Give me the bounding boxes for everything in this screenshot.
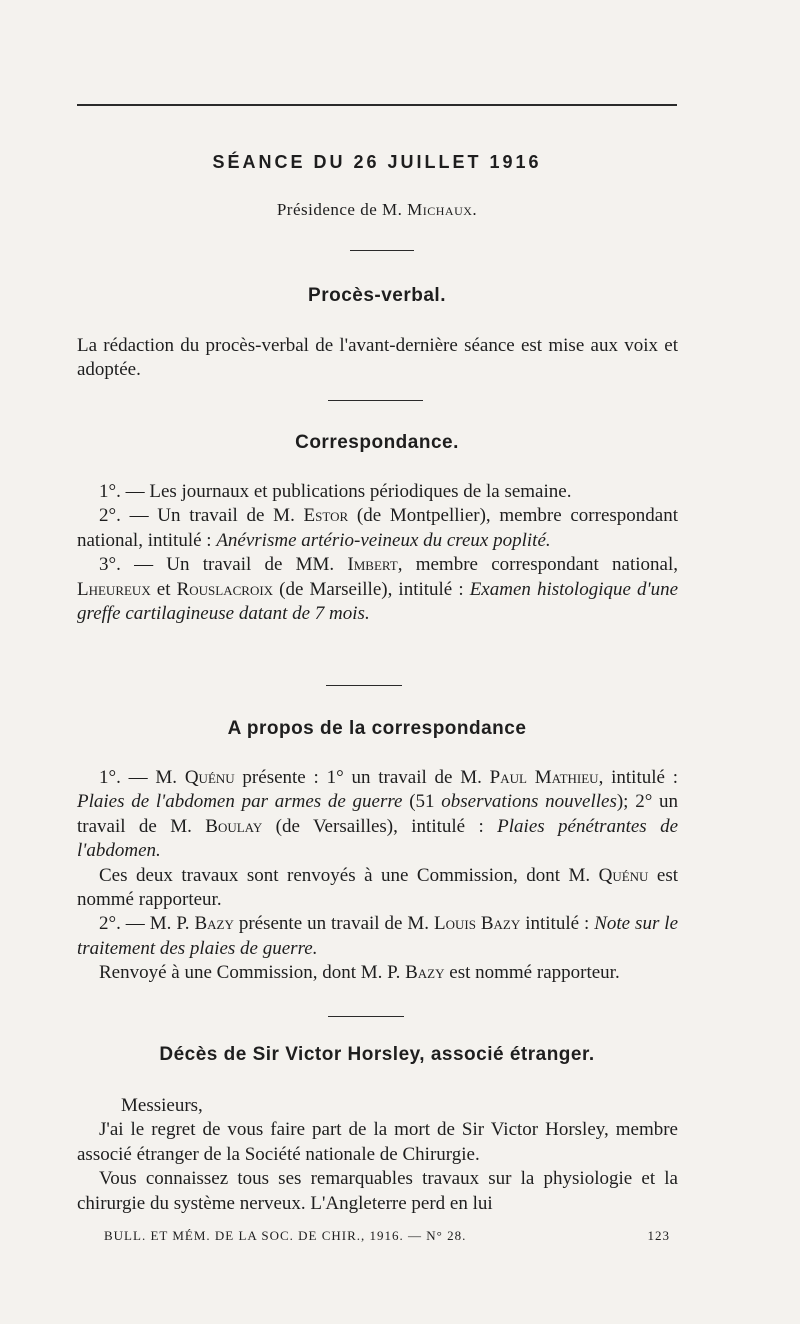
author-name: Paul Mathieu [489, 767, 599, 788]
presidency-line [77, 200, 677, 220]
work-title: Plaies de l'abdomen par armes de guerre [77, 791, 403, 813]
deces-section [77, 1094, 678, 1216]
footer-citation: BULL. ET MÉM. DE LA SOC. DE CHIR., 1916. — N° 28. [104, 1228, 467, 1243]
a-propos-referral-1: Ces deux travaux sont renvoyés à une Commission, dont M. Quénu est nommé rapporteur. [77, 864, 679, 911]
author-name: Lheureux [77, 578, 151, 600]
correspondance-item-1: 1°. — Les journaux et publications périodiques de la semaine. [99, 481, 572, 502]
author-name: Imbert [347, 554, 398, 576]
a-propos-section [77, 766, 678, 986]
author-name: Quénu [184, 767, 235, 788]
a-propos-referral-2: Renvoyé à une Commission, dont M. P. Bazy est nommé rapporteur. [99, 962, 620, 984]
page-number: 123 [647, 1228, 670, 1243]
presidency-prefix: Présidence de M. [276, 200, 408, 219]
work-title: Examen histologique d'une greffe cartilagineuse datant de 7 mois. [77, 578, 679, 625]
author-name: Louis Bazy [433, 913, 521, 935]
a-propos-item-1: 1°. — M. Quénu présente : 1° un travail de M. Paul Mathieu, intitulé : Plaies de l'abdomen par armes de guerre (51 observations nouvelles); 2° un travail de M. Boulay (de Versailles), intitulé : Plaies pénétrantes de l'abdomen. [77, 767, 679, 862]
a-propos-heading: A propos de la correspondance [227, 718, 527, 739]
author-name: Boulay [205, 815, 263, 837]
proces-verbal-heading: Procès-verbal. [308, 285, 446, 306]
session-title: SÉANCE DU 26 JUILLET 1916 [212, 152, 542, 172]
a-propos-item-2: 2°. — M. P. Bazy présente un travail de M. Louis Bazy intitulé : Note sur le traitement des plaies de guerre. [77, 913, 678, 959]
author-name: Estor [303, 505, 349, 527]
president-name: Michaux. [407, 200, 478, 219]
separator [328, 400, 423, 401]
correspondance-item-2: 2°. — Un travail de M. Estor (de Montpellier), membre correspondant national, intitulé : Anévrisme artério-veineux du creux poplité. [77, 505, 678, 551]
correspondance-section [77, 480, 678, 626]
separator [350, 250, 414, 251]
deces-heading: Décès de Sir Victor Horsley, associé étranger. [159, 1044, 595, 1065]
work-title: Plaies pénétrantes de l'abdomen. [77, 815, 678, 862]
correspondance-heading: Correspondance. [295, 432, 459, 453]
page-footer [104, 1228, 684, 1244]
separator [328, 1016, 404, 1017]
author-name: Rouslacroix [176, 578, 274, 600]
deces-paragraph-1: J'ai le regret de vous faire part de la mort de Sir Victor Horsley, membre associé étranger de la Société nationale de Chirurgie. [77, 1119, 678, 1165]
work-title: Anévrisme artério-veineux du creux poplité. [216, 529, 551, 551]
author-name: Bazy [194, 913, 234, 935]
proces-verbal-text [77, 334, 678, 383]
deces-paragraph-2: Vous connaissez tous ses remarquables travaux sur la physiologie et la chirurgie du système nerveux. L'Angleterre perd en lui [77, 1168, 678, 1214]
work-title: Note sur le traitement des plaies de guerre. [77, 913, 678, 959]
work-title: observations nouvelles [441, 791, 617, 813]
author-name: Quénu [598, 864, 649, 886]
correspondance-item-3: 3°. — Un travail de MM. Imbert, membre correspondant national, Lheureux et Rouslacroix (de Marseille), intitulé : Examen histologique d'une greffe cartilagineuse datant de 7 mois. [77, 554, 679, 625]
deces-salutation: Messieurs, [121, 1095, 203, 1116]
proces-verbal-paragraph: La rédaction du procès-verbal de l'avant-dernière séance est mise aux voix et adoptée. [77, 335, 678, 381]
separator [326, 685, 402, 686]
author-name: Bazy [405, 962, 445, 984]
top-rule [77, 104, 677, 106]
